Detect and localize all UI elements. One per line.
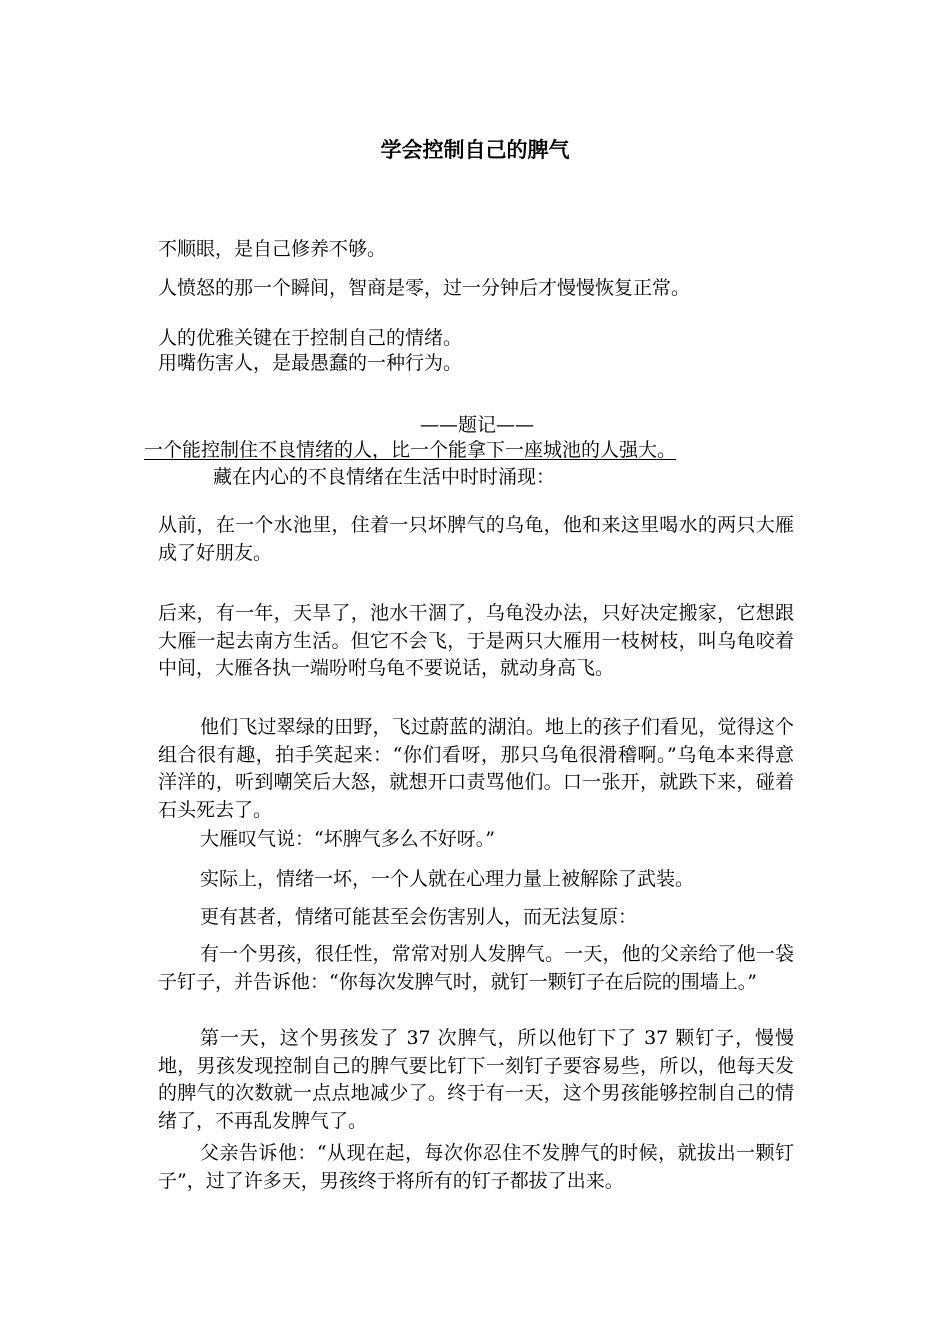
story-paragraph-9: 父亲告诉他：“从现在起，每次你忍住不发脾气的时候，就拔出一颗钉子”，过了许多天，男孩终于将所有的钉子都拔了出来。 <box>158 1142 794 1192</box>
intro-line-2: 人愤怒的那一个瞬间，智商是零，过一分钟后才慢慢恢复正常。 <box>158 277 691 299</box>
story-paragraph-3: 他们飞过翠绿的田野，飞过蔚蓝的湖泊。地上的孩子们看见，觉得这个组合很有趣，拍手笑起来：“你们看呀，那只乌龟很滑稽啊。”乌龟本来得意洋洋的，听到嘲笑后大怒，就想开口责骂他们。口一张开，就跌下来，碰着石头死去了。 <box>158 716 794 821</box>
story-paragraph-6: 更有甚者，情绪可能甚至会伤害别人，而无法复原： <box>200 906 638 928</box>
intro-line-4: 用嘴伤害人，是最愚蠢的一种行为。 <box>158 352 463 374</box>
intro-line-3: 人的优雅关键在于控制自己的情绪。 <box>158 327 463 349</box>
epigraph-motto: 一个能控制住不良情绪的人，比一个能拿下一座城池的人强大。 <box>144 439 677 461</box>
story-paragraph-4: 大雁叹气说：“坏脾气多么不好呀。” <box>200 828 495 850</box>
document-title: 学会控制自己的脾气 <box>380 138 570 162</box>
story-paragraph-8: 第一天，这个男孩发了 37 次脾气，所以他钉下了 37 颗钉子，慢慢地，男孩发现控制自己的脾气要比钉下一刻钉子要容易些，所以，他每天发的脾气的次数就一点点地减少了。终于有一天，这个男孩能够控制自己的情绪了，不再乱发脾气了。 <box>158 1027 794 1132</box>
epigraph-lead: 藏在内心的不良情绪在生活中时时涌现： <box>213 466 556 488</box>
story-paragraph-5: 实际上，情绪一坏，一个人就在心理力量上被解除了武装。 <box>200 868 695 890</box>
story-paragraph-2: 后来，有一年，天旱了，池水干涸了，乌龟没办法，只好决定搬家，它想跟大雁一起去南方生活。但它不会飞，于是两只大雁用一枝树枝，叫乌龟咬着中间，大雁各执一端吩咐乌龟不要说话，就动身高飞。 <box>158 602 794 680</box>
story-paragraph-1: 从前，在一个水池里，住着一只坏脾气的乌龟，他和来这里喝水的两只大雁成了好朋友。 <box>158 514 794 564</box>
intro-line-1: 不顺眼，是自己修养不够。 <box>158 238 387 260</box>
epigraph-label: ——题记—— <box>420 414 535 436</box>
story-paragraph-7: 有一个男孩，很任性，常常对别人发脾气。一天，他的父亲给了他一袋子钉子，并告诉他：“你每次发脾气时，就钉一颗钉子在后院的围墙上。” <box>158 943 794 993</box>
